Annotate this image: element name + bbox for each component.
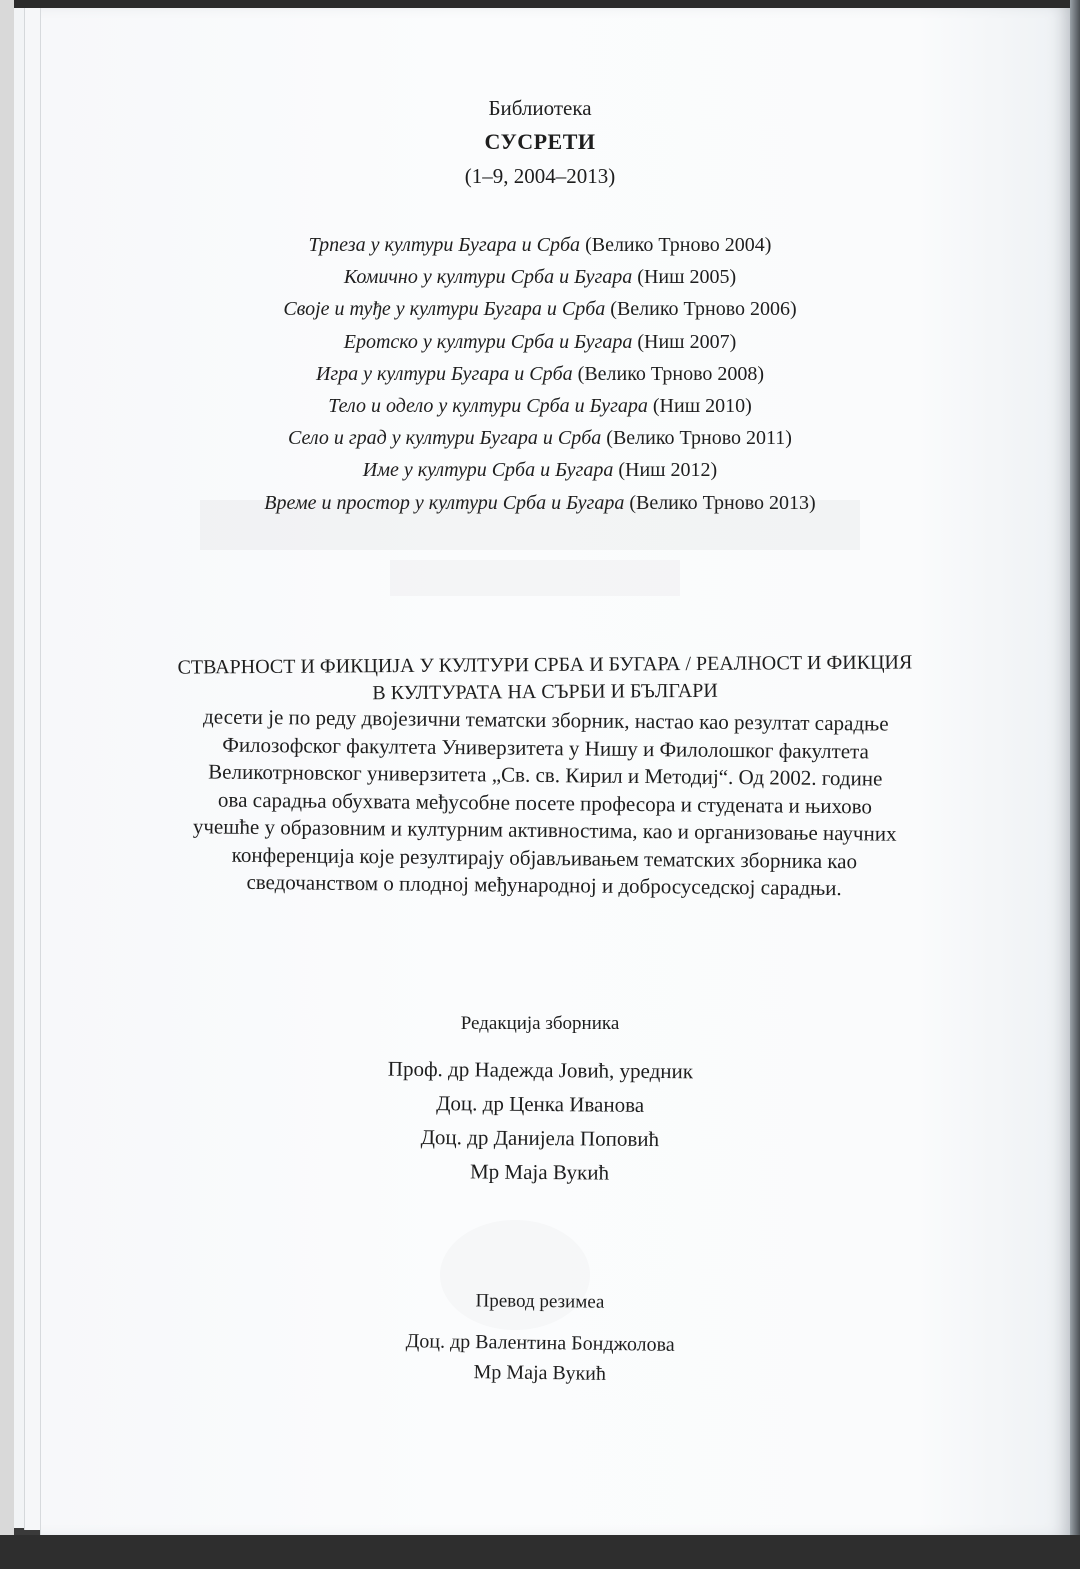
editorial-board-list <box>0 1048 1080 1193</box>
description-line: конференција које резултирају објављивањем тематских зборника као <box>231 842 858 873</box>
book-title <box>120 649 970 709</box>
volume-item <box>0 487 1080 519</box>
translator-list <box>0 1320 1080 1395</box>
volume-place: (Ниш 2005) <box>637 266 737 289</box>
volume-place: (Велико Трново 2008) <box>577 362 765 385</box>
volume-title: Село и град у култури Бугара и Срба <box>288 427 602 450</box>
volume-place: (Велико Трново 2011) <box>606 427 792 450</box>
description-line: сведочанством о плодној међународној и добросуседској сарадњи. <box>246 869 842 901</box>
volume-title: Тело и одело у култури Срба и Бугара <box>328 394 648 417</box>
description-line: учешће у образовним и културним активностима, као и организовање научних <box>192 814 897 846</box>
editorial-board-label: Редакција зборника <box>460 1013 620 1034</box>
editor-name: Доц. др Данијела Поповић <box>420 1124 660 1152</box>
volume-title: Еротско у култури Срба и Бугара <box>343 330 633 353</box>
volume-item <box>0 326 1080 358</box>
volume-place: (Ниш 2010) <box>652 394 752 417</box>
volume-item <box>0 229 1080 261</box>
volume-title: Игра у култури Бугара и Срба <box>315 362 573 385</box>
translator-name: Доц. др Валентина Бонджолова <box>405 1330 675 1356</box>
volume-place: (Велико Трново 2013) <box>629 491 816 514</box>
volume-list <box>0 229 1080 519</box>
book-description <box>119 703 971 904</box>
description-line: Филозофског факултета Универзитета у Нишу и Филолошког факултета <box>222 732 869 763</box>
series-range: (1–9, 2004–2013) <box>464 164 616 188</box>
volume-title: Своје и туђе у култури Бугара и Срба <box>283 298 606 321</box>
volume-item <box>0 261 1080 293</box>
volume-item <box>0 358 1080 390</box>
volume-title: Трпеза у култури Бугара и Срба <box>308 234 581 256</box>
series-title: СУСРЕТИ <box>484 129 596 154</box>
volume-item <box>0 293 1080 325</box>
volume-place: (Велико Трново 2004) <box>585 234 772 256</box>
description-line: Великотрновског универзитета „Св. св. Кирил и Методиј“. Од 2002. године <box>208 759 883 791</box>
volume-title: Време и простор у култури Срба и Бугара <box>264 491 625 514</box>
volume-item <box>0 390 1080 422</box>
book-title-line: В КУЛТУРАТА НА СЪРБИ И БЪЛГАРИ <box>372 679 718 705</box>
translation-label: Превод резимеа <box>475 1290 605 1313</box>
volume-place: (Ниш 2007) <box>637 330 737 353</box>
volume-place: (Велико Трново 2006) <box>610 298 797 321</box>
description-line: десети је по реду двојезични тематски зборник, настао као резултат сарадње <box>202 704 889 736</box>
volume-title: Комично у култури Срба и Бугара <box>343 266 633 289</box>
series-label: Библиотека <box>488 96 592 120</box>
volume-title: Име у култури Срба и Бугара <box>362 459 614 482</box>
volume-place: (Ниш 2012) <box>618 459 718 482</box>
book-title-line: СТВАРНОСТ И ФИКЦИЈА У КУЛТУРИ СРБА И БУГАРА / РЕАЛНОСТ И ФИКЦИЯ <box>177 651 913 679</box>
editor-name: Доц. др Ценка Иванова <box>436 1091 645 1117</box>
editor-name: Мр Маја Вукић <box>469 1159 610 1185</box>
volume-item <box>0 422 1080 454</box>
description-line: ова сарадња обухвата међусобне посете професора и студената и њихово <box>217 787 873 818</box>
translator-name: Мр Маја Вукић <box>473 1361 607 1385</box>
editor-name: Проф. др Надежда Јовић, уредник <box>387 1056 694 1084</box>
volume-item <box>0 454 1080 486</box>
